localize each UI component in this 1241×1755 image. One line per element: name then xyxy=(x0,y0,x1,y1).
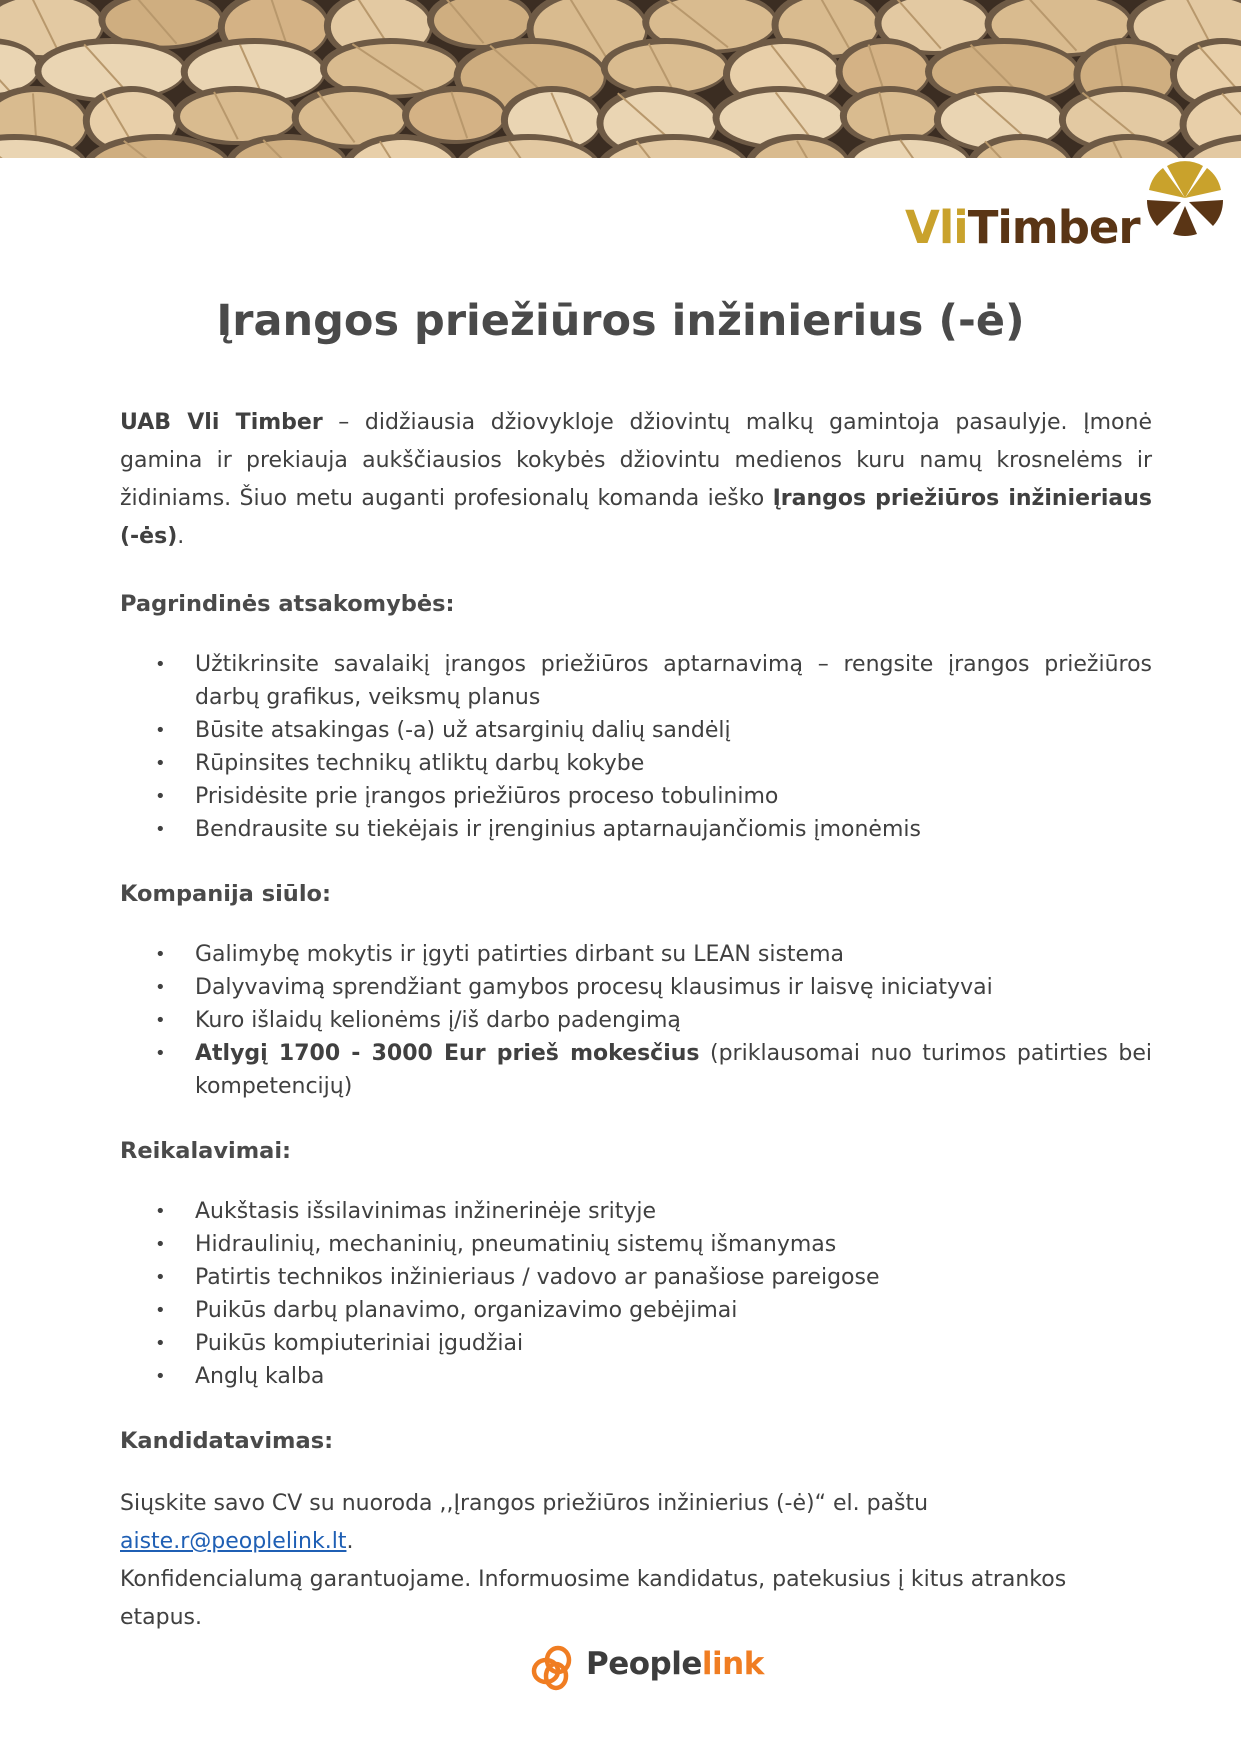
salary-amount: Atlygį 1700 - 3000 Eur prieš mokesčius xyxy=(195,1041,700,1066)
footer-link-text: link xyxy=(701,1646,764,1682)
apply-heading: Kandidatavimas: xyxy=(120,1428,334,1454)
apply-text-end: . xyxy=(346,1529,354,1554)
list-item: • Bendrausite su tiekėjais ir įrenginius aptarnaujančiomis įmonėmis xyxy=(195,813,1152,846)
offer-heading: Kompanija siūlo: xyxy=(120,881,331,907)
list-item: • Kuro išlaidų kelionėms į/iš darbo padengimą xyxy=(195,1004,1152,1037)
responsibilities-heading: Pagrindinės atsakomybės: xyxy=(120,591,455,617)
position-name: Įrangos priežiūros inžinieriaus (-ės) xyxy=(120,486,1152,549)
requirements-heading: Reikalavimai: xyxy=(120,1138,292,1164)
list-item: • Puikūs kompiuteriniai įgudžiai xyxy=(195,1327,1152,1360)
confidentiality-text: Konfidencialumą garantuojame. Informuosime kandidatus, patekusius į kitus atrankos etapus. xyxy=(120,1567,1067,1630)
peoplelink-logo xyxy=(528,1643,764,1693)
list-item: • Rūpinsites technikų atliktų darbų kokybe xyxy=(195,747,1152,780)
apply-text: Siųskite savo CV su nuoroda ,,Įrangos priežiūros inžinierius (-ė)“ el. paštu xyxy=(120,1491,929,1516)
list-item: • Hidraulinių, mechaninių, pneumatinių sistemų išmanymas xyxy=(195,1228,1152,1261)
responsibilities-list xyxy=(120,648,1152,846)
salary-note: (priklausomai nuo turimos patirties bei kompetencijų) xyxy=(195,1041,1152,1099)
company-name: UAB Vli Timber xyxy=(120,410,323,435)
list-item: • Aukštasis išsilavinimas inžinerinėje srityje xyxy=(195,1195,1152,1228)
list-item: • Užtikrinsite savalaikį įrangos priežiūros aptarnavimą – rengsite įrangos priežiūros darbų grafikus, veiksmų planus xyxy=(195,648,1152,714)
intro-end: . xyxy=(177,524,185,549)
list-item: • Patirtis technikos inžinieriaus / vadovo ar panašiose pareigose xyxy=(195,1261,1152,1294)
job-description xyxy=(120,404,1152,1637)
peoplelink-wordmark xyxy=(586,1646,764,1682)
peoplelink-knot-icon xyxy=(528,1643,578,1693)
email-link[interactable]: aiste.r@peoplelink.lt xyxy=(120,1529,347,1554)
header-firewood-image xyxy=(0,0,1241,158)
job-title: Įrangos priežiūros inžinierius (-ė) xyxy=(216,296,1025,346)
salary-item xyxy=(195,1037,1152,1103)
list-item: • Anglų kalba xyxy=(195,1360,1152,1393)
list-item: • Galimybę mokytis ir įgyti patirties dirbant su LEAN sistema xyxy=(195,938,1152,971)
firewood-illustration xyxy=(0,0,1241,158)
logo-vli-text: Vli xyxy=(905,201,968,254)
list-item: • Dalyvavimą sprendžiant gamybos procesų klausimus ir laisvę iniciatyvai xyxy=(195,971,1152,1004)
list-item: • Prisidėsite prie įrangos priežiūros proceso tobulinimo xyxy=(195,780,1152,813)
intro-text: – didžiausia džiovykloje džiovintų malkų gamintoja pasaulyje. Įmonė gamina ir prekiauja aukščiausios kokybės džiovintu medienos kuru namų krosnelėms ir židiniams. Šiuo metu auganti profesionalų komanda ieško xyxy=(120,410,1152,511)
logo-timber-text: Timber xyxy=(967,201,1140,254)
apply-paragraph xyxy=(120,1485,1152,1637)
list-item: • Būsite atsakingas (-a) už atsarginių dalių sandėlį xyxy=(195,714,1152,747)
footer-people-text: People xyxy=(586,1646,702,1682)
list-item: • Puikūs darbų planavimo, organizavimo gebėjimai xyxy=(195,1294,1152,1327)
requirements-list xyxy=(120,1195,1152,1393)
intro-paragraph xyxy=(120,404,1152,556)
logo-circle-mark-icon xyxy=(1145,160,1225,240)
logo-wordmark xyxy=(905,201,1140,254)
vli-timber-logo xyxy=(905,160,1225,256)
offer-list xyxy=(120,938,1152,1103)
